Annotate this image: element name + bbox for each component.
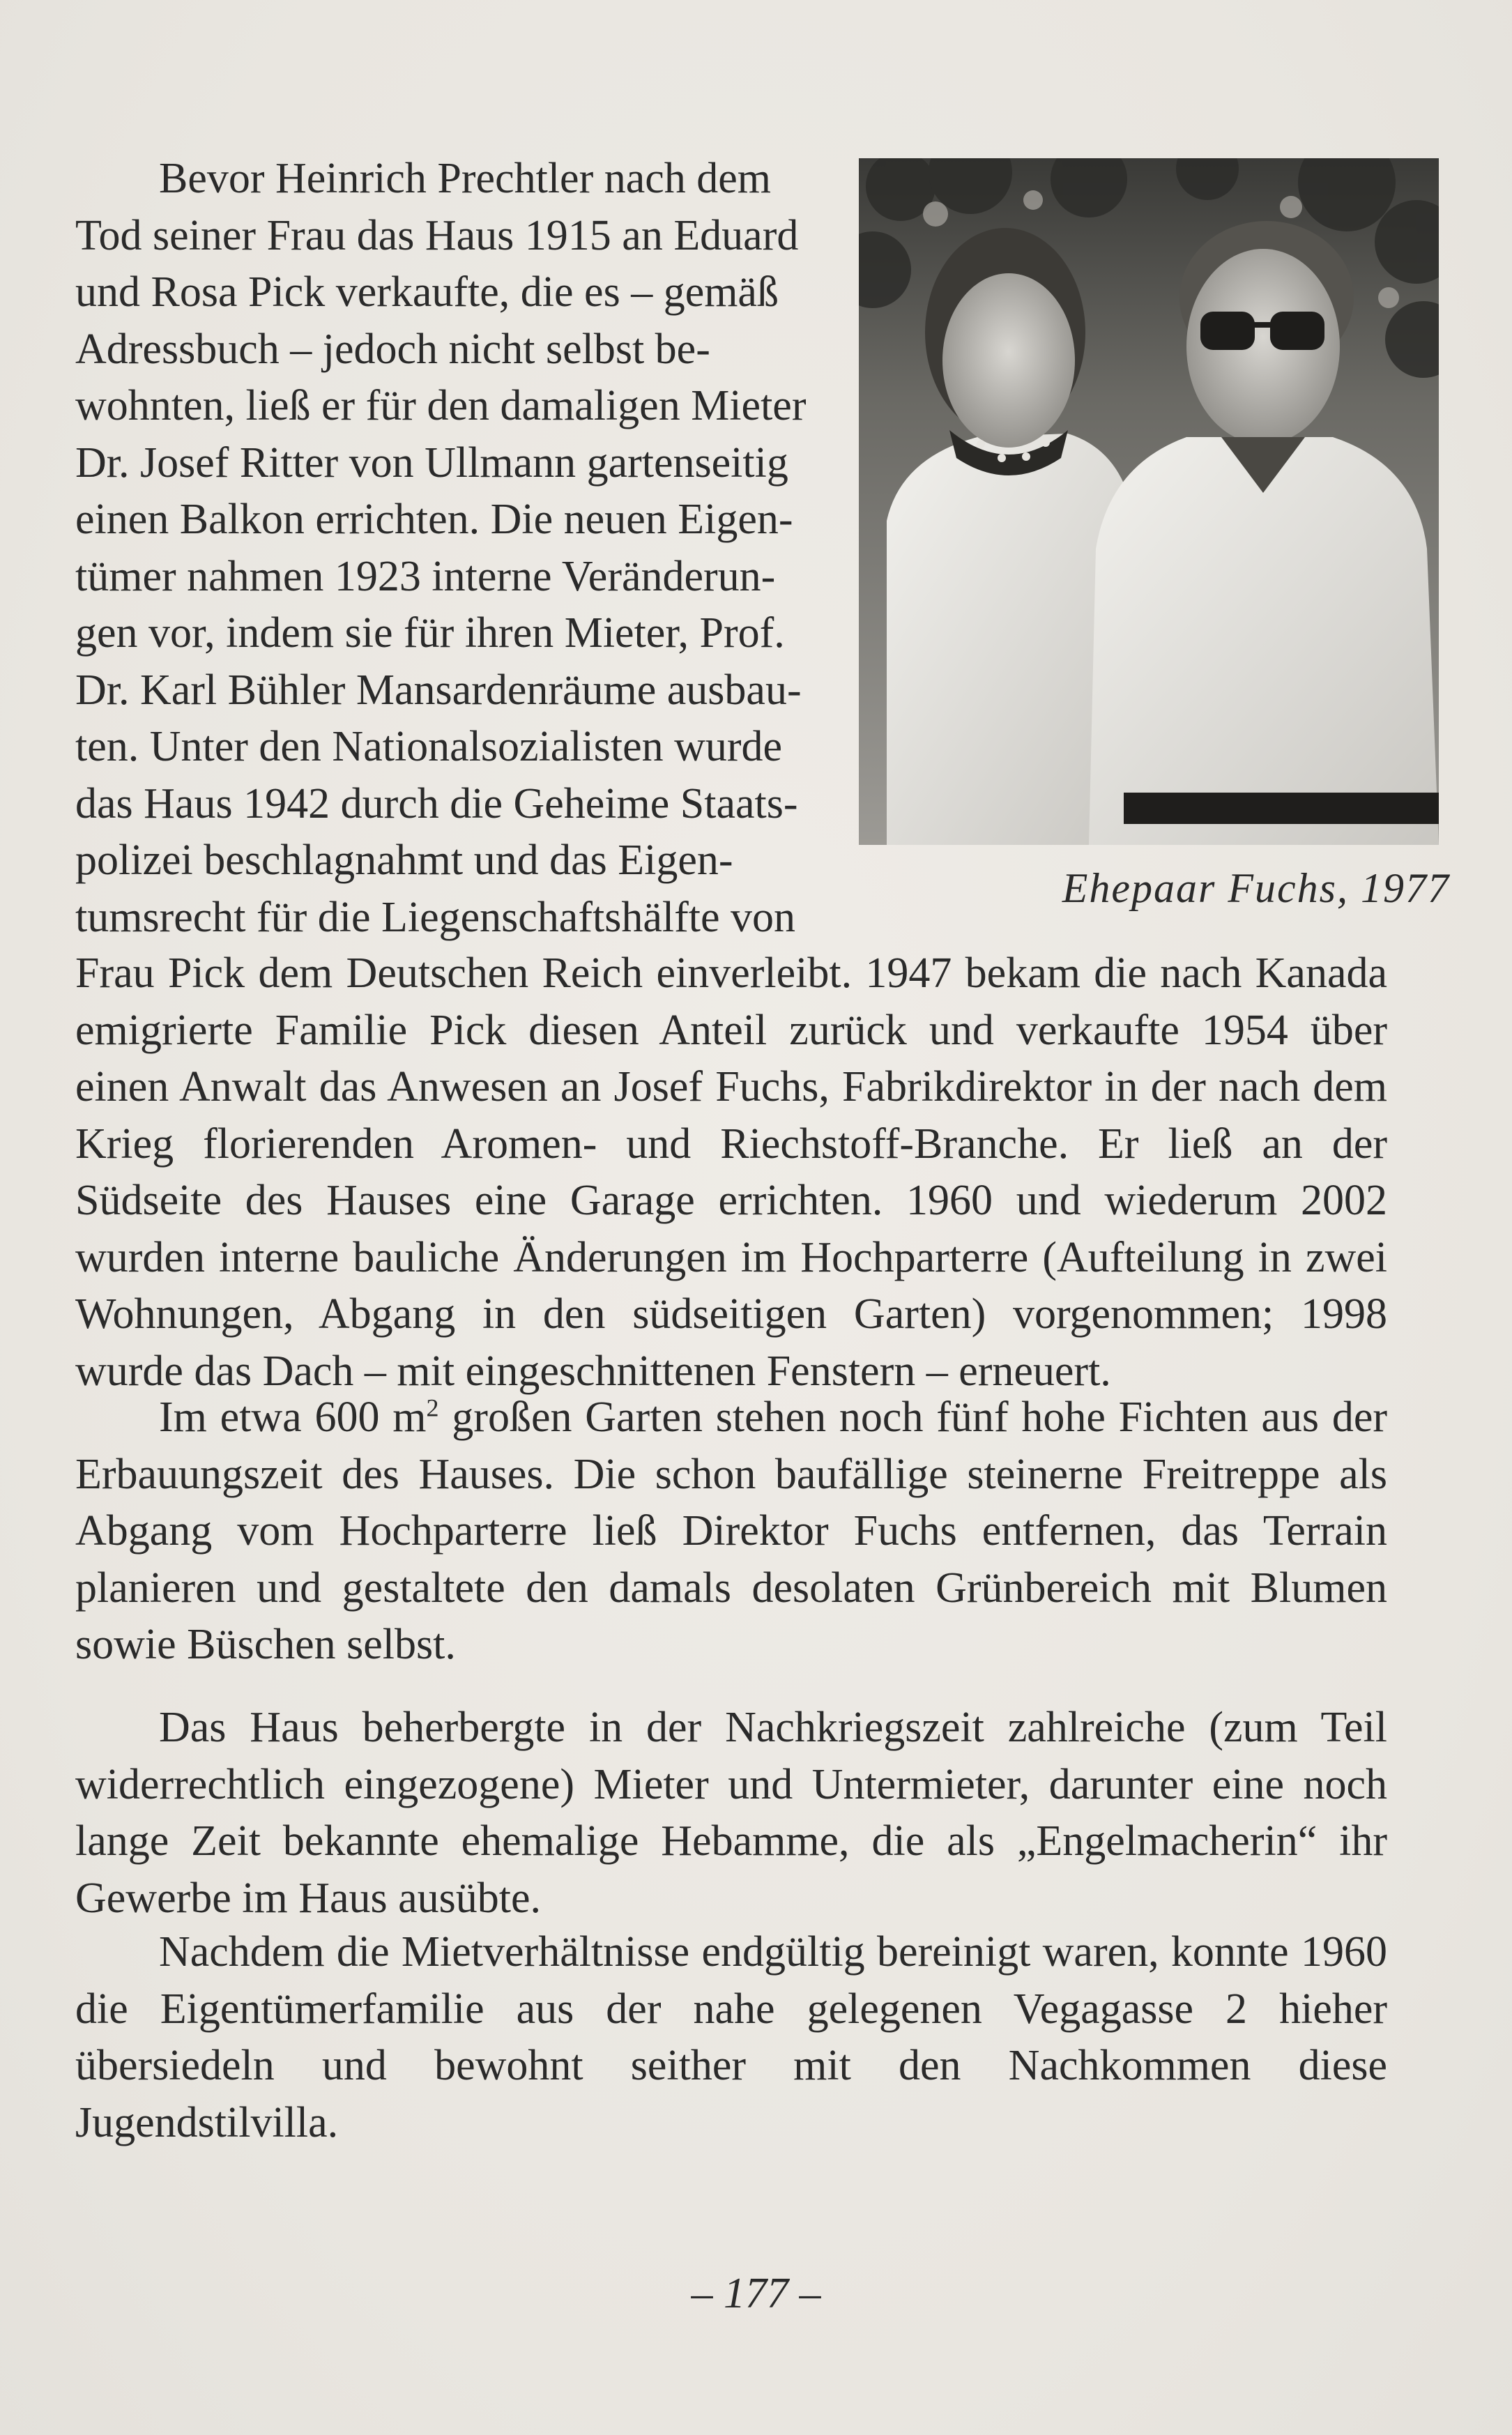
paragraph-1-continued: Frau Pick dem Deutschen Reich einverleibt. 1947 bekam die nach Kanada emigrierte Familie Pick diesen Anteil zurück und verkaufte 1954 über einen Anwalt das Anwesen an Josef Fuchs, Fabrikdirektor in der nach dem Krieg florierenden Aromen- und Riechstoff-Branche. Er ließ an der Südseite des Hauses eine Garage errichten. 1960 und wiederum 2002 wurden interne bauliche Änderungen im Hochparterre (Aufteilung in zwei Wohnungen, Abgang in den südseitigen Garten) vorgenommen; 1998 wurde das Dach – mit eingeschnittenen Fenstern – erneuert. bbox=[75, 949, 1387, 1395]
paragraph-2-rest: großen Garten stehen noch fünf hohe Fichten aus der Erbauungszeit des Hauses. Die schon baufällige steinerne Freitreppe als Abgang vom Hochparterre ließ Direktor Fuchs entfernen, das Terrain planieren und gestaltete den damals desolaten Grünbereich mit Blumen sowie Büschen selbst. bbox=[75, 1394, 1387, 1668]
paragraph-2-start: Im etwa 600 m bbox=[159, 1394, 427, 1441]
line-12: das Haus 1942 durch die Geheime Staats- bbox=[75, 779, 798, 827]
line-2: Tod seiner Frau das Haus 1915 an Eduard bbox=[75, 211, 799, 259]
paragraph-4-text: Nachdem die Mietverhältnisse endgültig bereinigt waren, konnte 1960 die Eigentümerfamilie aus der nahe gelegenen Vegagasse 2 hieher übersiedeln und bewohnt seither mit den Nachkommen diese Jugendstilvilla. bbox=[75, 1928, 1387, 2146]
line-8: tümer nahmen 1923 interne Veränderun- bbox=[75, 552, 776, 600]
line-10: Dr. Karl Bühler Mansardenräume ausbau- bbox=[75, 666, 802, 714]
line-11: ten. Unter den Nationalsozialisten wurde bbox=[75, 723, 783, 770]
paragraph-2 bbox=[75, 1389, 1387, 1674]
line-3: und Rosa Pick verkaufte, die es – gemäß bbox=[75, 268, 779, 316]
line-6: Dr. Josef Ritter von Ullmann gartenseitig bbox=[75, 438, 788, 487]
paragraph-3-text: Das Haus beherbergte in der Nachkriegszeit zahlreiche (zum Teil widerrechtlich eingezogene) Mieter und Untermieter, darunter eine noch lange Zeit bekannte ehemalige Hebamme, die als „Engelmacherin“ ihr Gewerbe im Haus ausübte. bbox=[75, 1704, 1387, 1922]
paragraph-4 bbox=[75, 1924, 1387, 2151]
line-1: Bevor Heinrich Prechtler nach dem bbox=[159, 155, 771, 202]
superscript-2: 2 bbox=[426, 1394, 439, 1422]
line-9: gen vor, indem sie für ihren Mieter, Prof. bbox=[75, 609, 785, 657]
line-13: polizei beschlagnahmt und das Eigen- bbox=[75, 837, 733, 884]
page-number: – 177 – bbox=[691, 2270, 821, 2317]
line-7: einen Balkon errichten. Die neuen Eigen- bbox=[75, 496, 793, 543]
photo-couple bbox=[859, 158, 1439, 845]
paragraph-wrapped-beside-photo bbox=[75, 151, 828, 946]
line-5: wohnten, ließ er für den damaligen Mieter bbox=[75, 382, 807, 429]
photo-caption: Ehepaar Fuchs, 1977 bbox=[1062, 865, 1450, 911]
line-4: Adressbuch – jedoch nicht selbst be- bbox=[75, 325, 710, 373]
line-14: tumsrecht für die Liegenschaftshälfte von bbox=[75, 893, 795, 941]
paragraph-3 bbox=[75, 1700, 1387, 1927]
